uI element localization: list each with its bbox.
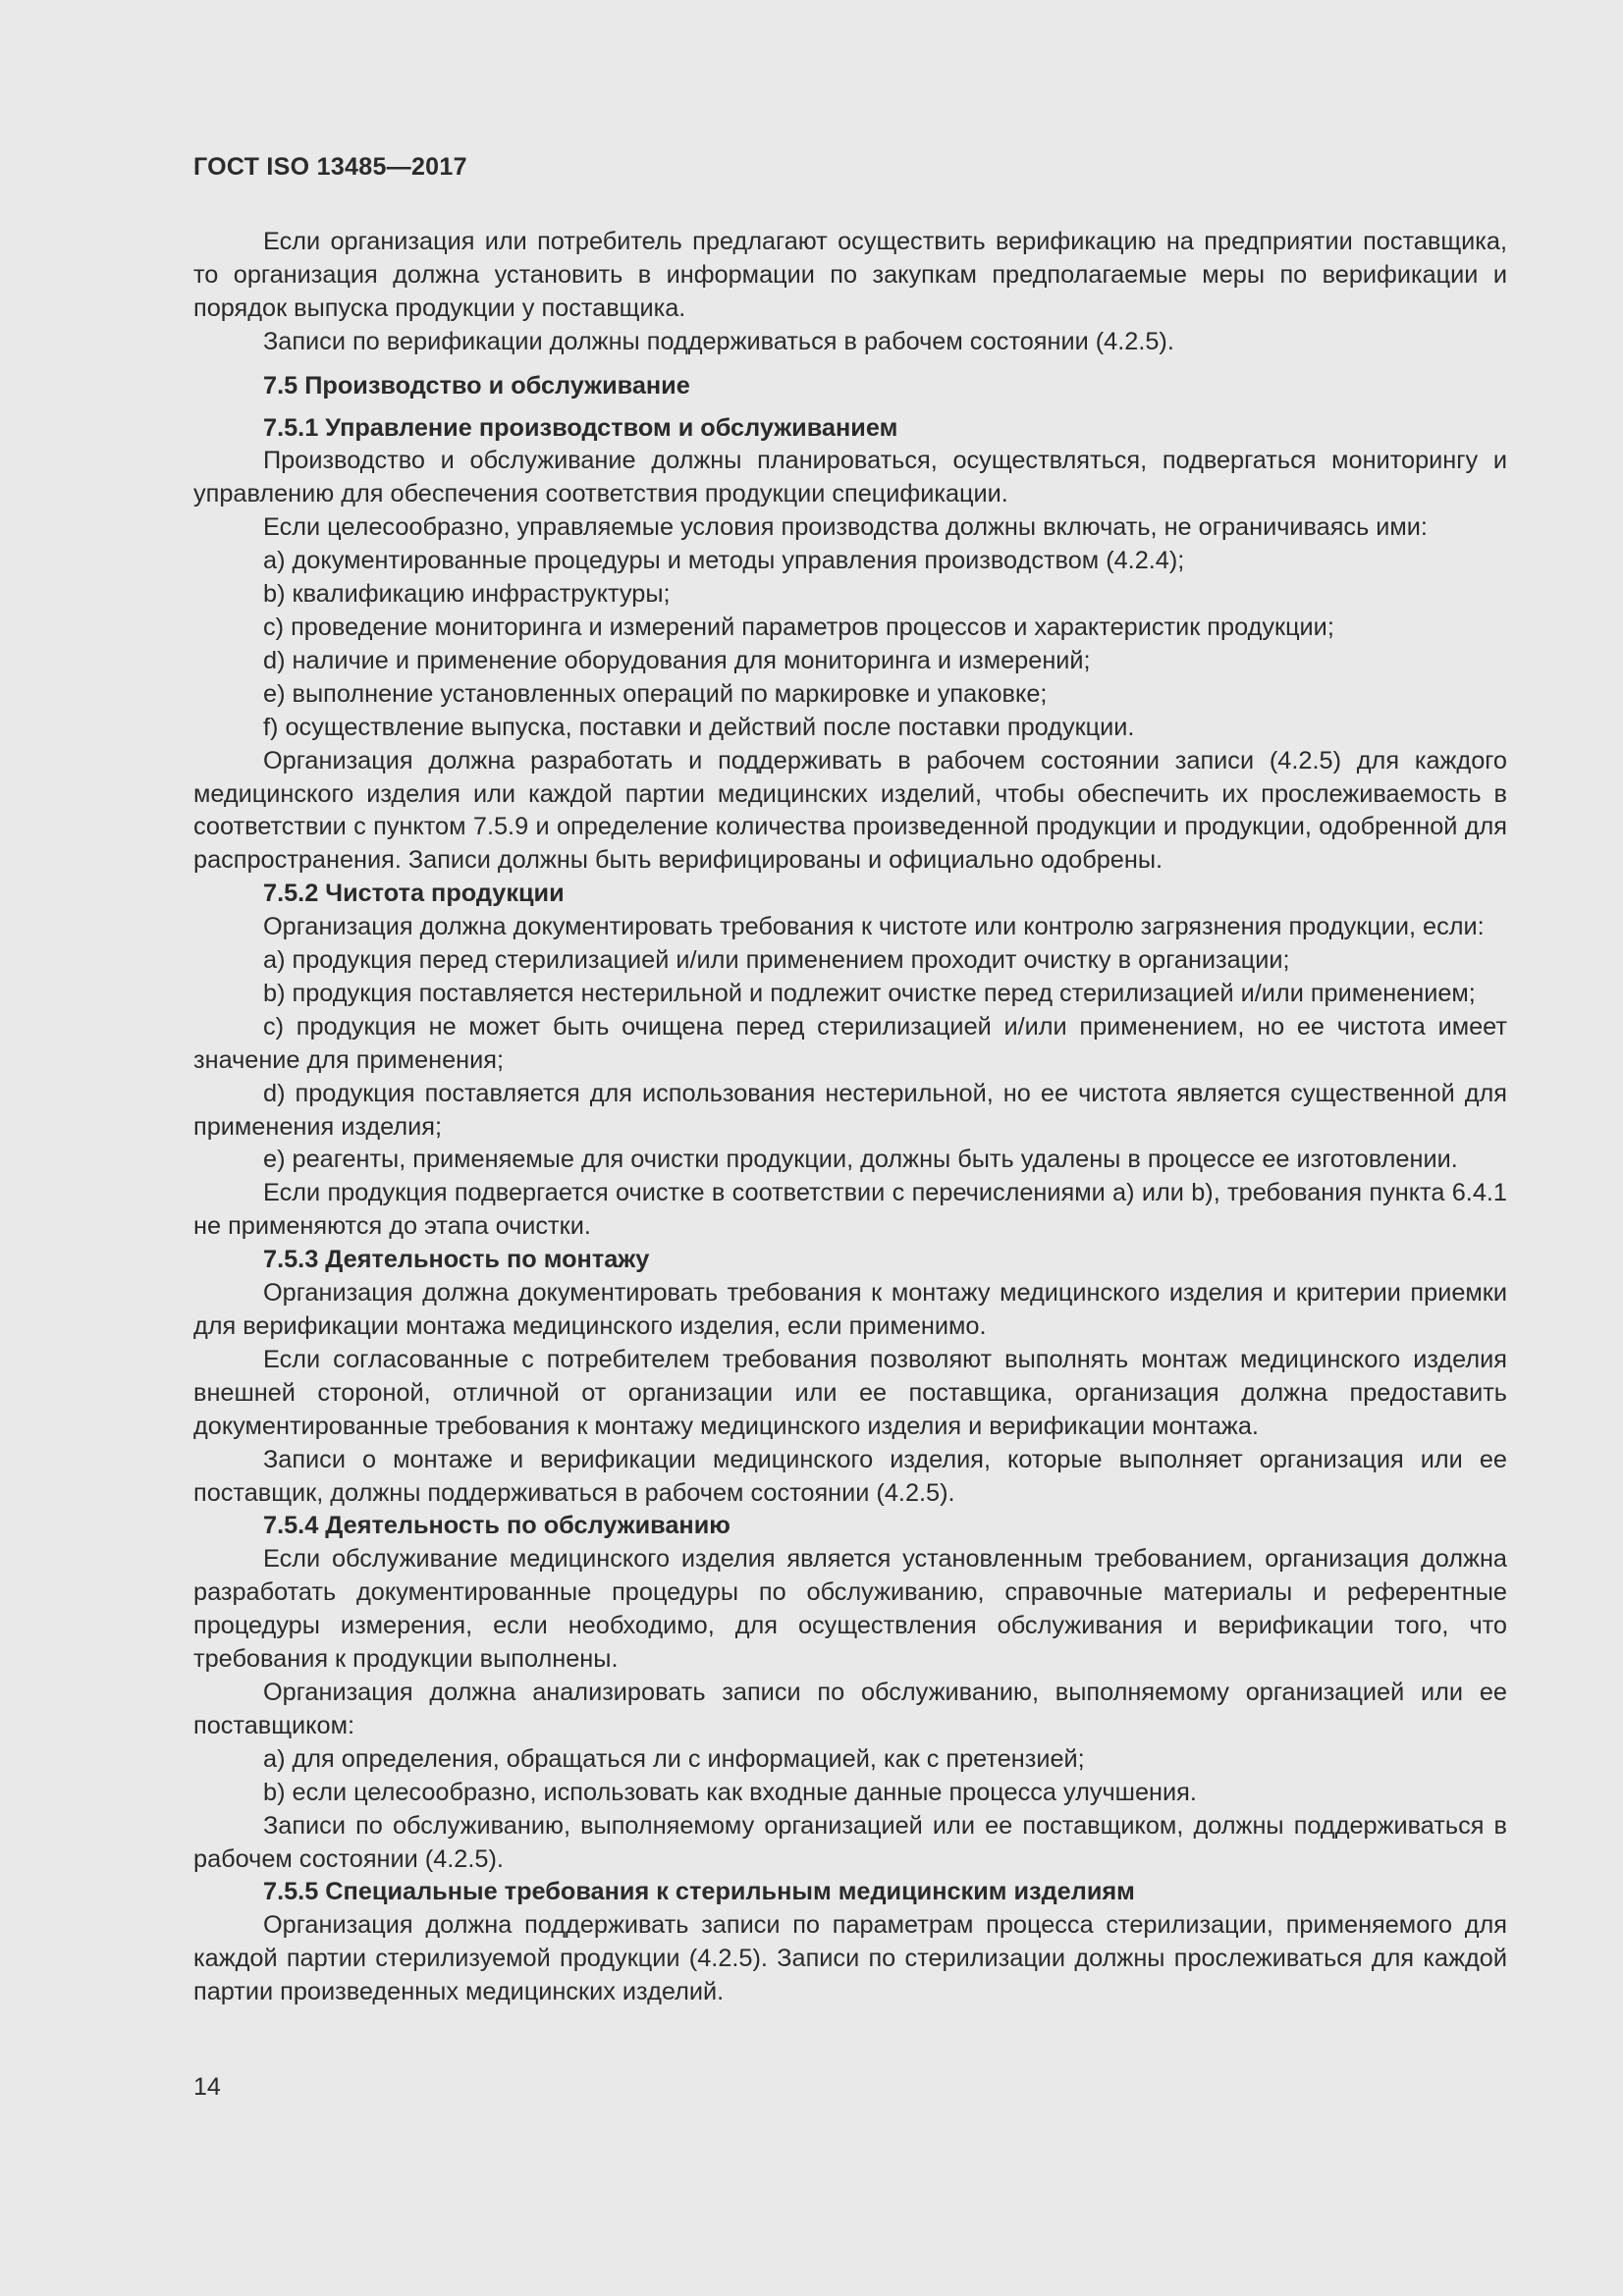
paragraph: Организация должна анализировать записи по обслуживанию, выполняемому организацией или ее поставщиком: [193, 1678, 1507, 1739]
list-item: b) квалификацию инфраструктуры; [263, 580, 671, 609]
paragraph: Если согласованные с потребителем требования позволяют выполнять монтаж медицинского изделия внешней стороной, отличной от организации или ее поставщика, организация должна предоставить документированные требования к монтажу медицинского изделия и верификации монтажа. [193, 1345, 1507, 1440]
paragraph: Если продукция подвергается очистке в соответствии с перечислениями а) или b), требования пункта 6.4.1 не применяются до этапа очистки. [193, 1179, 1507, 1241]
section-heading: 7.5.3 Деятельность по монтажу [263, 1246, 650, 1274]
list-item: f) осуществление выпуска, поставки и действий после поставки продукции. [263, 713, 1135, 741]
list-item: c) продукция не может быть очищена перед стерилизацией и/или применением, но ее чистота имеет значение для применения; [193, 1012, 1507, 1074]
list-item: c) проведение мониторинга и измерений параметров процессов и характеристик продукции; [263, 613, 1334, 641]
paragraph: Записи по обслуживанию, выполняемому организацией или ее поставщиком, должны поддерживаться в рабочем состоянии (4.2.5). [193, 1811, 1507, 1873]
paragraph: Записи о монтаже и верификации медицинского изделия, которые выполняет организация или ее поставщик, должны поддерживаться в рабочем состоянии (4.2.5). [193, 1445, 1507, 1507]
list-item: b) продукция поставляется нестерильной и подлежит очистке перед стерилизацией и/или применением; [263, 979, 1476, 1007]
section-heading: 7.5.1 Управление производством и обслуживанием [263, 413, 898, 442]
list-item: d) наличие и применение оборудования для мониторинга и измерений; [263, 646, 1091, 674]
section-heading: 7.5 Производство и обслуживание [263, 371, 690, 400]
paragraph: Организация должна документировать требования к чистоте или контролю загрязнения продукции, если: [263, 913, 1485, 941]
document-body [193, 226, 1507, 2009]
list-item: b) если целесообразно, использовать как входные данные процесса улучшения. [263, 1778, 1197, 1806]
list-item: a) для определения, обращаться ли с информацией, как с претензией; [263, 1744, 1085, 1773]
section-heading: 7.5.5 Специальные требования к стерильным медицинским изделиям [263, 1878, 1135, 1906]
paragraph: Организация должна поддерживать записи по параметрам процесса стерилизации, применяемого для каждой партии стерилизуемой продукции (4.2.5). Записи по стерилизации должны прослеживаться для каждой партии произведенных медицинских изделий. [193, 1911, 1507, 2006]
paragraph: Если целесообразно, управляемые условия производства должны включать, не ограничиваясь ими: [263, 513, 1428, 542]
paragraph: Записи по верификации должны поддерживаться в рабочем состоянии (4.2.5). [263, 327, 1174, 355]
list-item: e) реагенты, применяемые для очистки продукции, должны быть удалены в процессе ее изготовлении. [263, 1146, 1458, 1174]
paragraph: Организация должна разработать и поддерживать в рабочем состоянии записи (4.2.5) для каждого медицинского изделия или каждой партии медицинских изделий, чтобы обеспечить их прослеживаемость в соответствии с пунктом 7.5.9 и определение количества произведенной продукции и продукции, одобренной для распространения. Записи должны быть верифицированы и официально одобрены. [193, 746, 1507, 875]
paragraph: Если обслуживание медицинского изделия является установленным требованием, организация должна разработать документированные процедуры по обслуживанию, справочные материалы и референтные процедуры измерения, если необходимо, для осуществления обслуживания и верификации того, что требования к продукции выполнены. [193, 1545, 1507, 1674]
section-heading: 7.5.4 Деятельность по обслуживанию [263, 1512, 730, 1540]
list-item: a) продукция перед стерилизацией и/или применением проходит очистку в организации; [263, 946, 1290, 975]
paragraph: Организация должна документировать требования к монтажу медицинского изделия и критерии приемки для верификации монтажа медицинского изделия, если применимо. [193, 1279, 1507, 1340]
paragraph: Если организация или потребитель предлагают осуществить верификацию на предприятии поставщика, то организация должна установить в информации по закупкам предполагаемые меры по верификации и порядок выпуска продукции у поставщика. [193, 228, 1507, 322]
list-item: d) продукция поставляется для использования нестерильной, но ее чистота является существенной для применения изделия; [193, 1079, 1507, 1141]
list-item: a) документированные процедуры и методы управления производством (4.2.4); [263, 547, 1185, 575]
document-header: ГОСТ ISO 13485—2017 [193, 153, 467, 181]
section-heading: 7.5.2 Чистота продукции [263, 880, 565, 908]
page-number: 14 [193, 2073, 221, 2101]
paragraph: Производство и обслуживание должны планироваться, осуществляться, подвергаться мониторингу и управлению для обеспечения соответствия продукции спецификации. [193, 447, 1507, 508]
list-item: e) выполнение установленных операций по маркировке и упаковке; [263, 679, 1048, 708]
